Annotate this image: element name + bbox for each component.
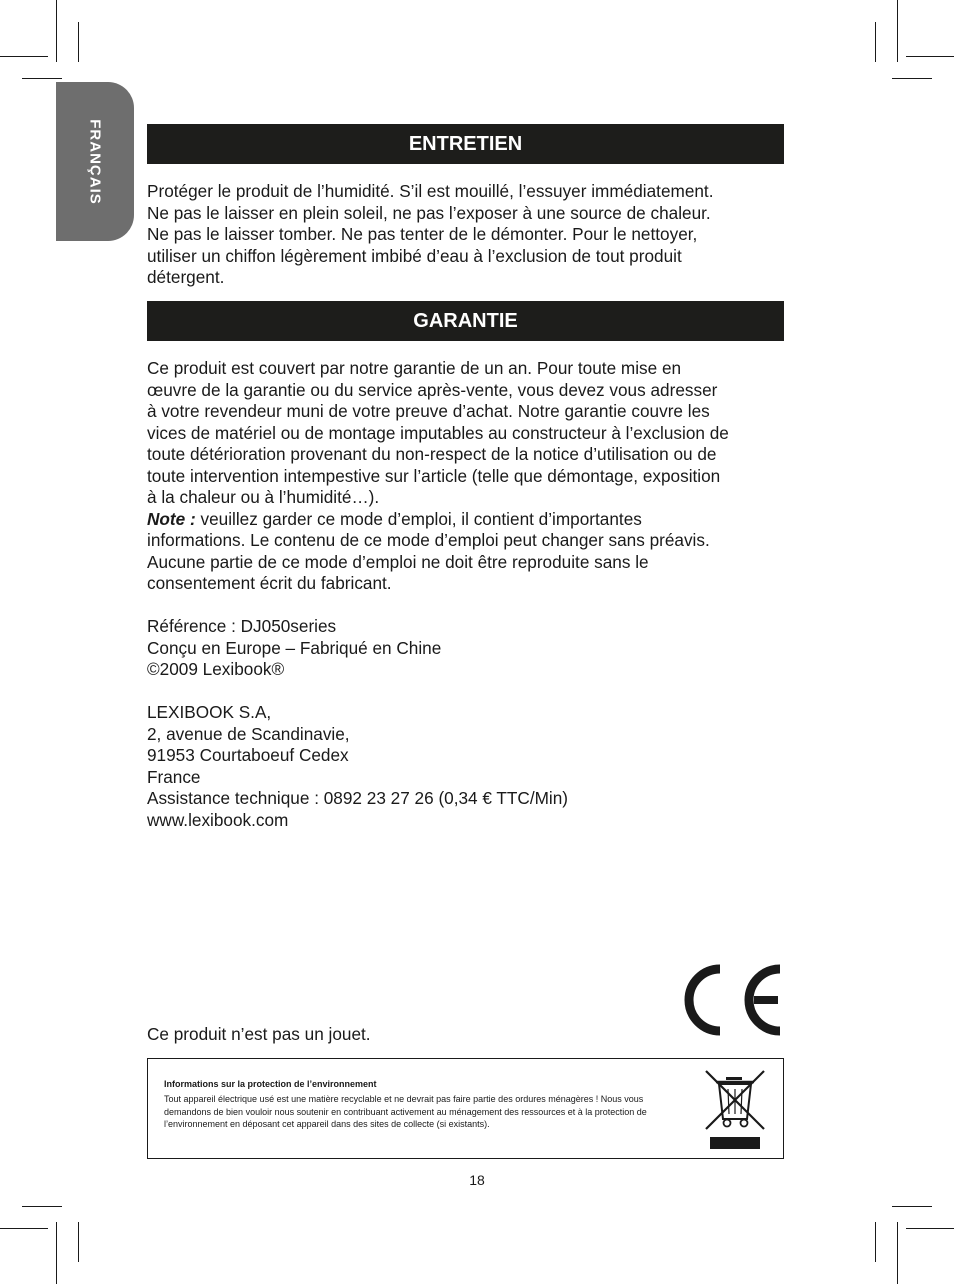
copyright: ©2009 Lexibook® [147, 659, 285, 679]
crop-mark [897, 0, 898, 62]
text-line: demandons de bien vouloir nous soutenir en contribuant activement au ménagement des ressources et à la protection de [164, 1106, 647, 1117]
ce-mark-icon [680, 962, 786, 1038]
text-line: toute intervention intempestive sur l’article (telle que démontage, exposition [147, 465, 721, 486]
support-phone: Assistance technique : 0892 23 27 26 (0,34 € TTC/Min) [147, 788, 569, 808]
language-tab [56, 82, 134, 241]
environment-title: Informations sur la protection de l’environnement [164, 1079, 377, 1089]
text-line: détergent. [147, 267, 225, 287]
text-line: à la chaleur ou à l’humidité…). [147, 487, 380, 507]
crop-mark [875, 1222, 876, 1262]
crop-mark [78, 1222, 79, 1262]
crop-mark [78, 22, 79, 62]
product-reference: Référence : DJ050series [147, 616, 337, 636]
text-line: consentement écrit du fabricant. [147, 573, 392, 593]
text-line: toute détérioration provenant du non-respect de la notice d’utilisation ou de [147, 444, 717, 464]
garantie-text [147, 358, 787, 831]
page-number: 18 [469, 1172, 485, 1188]
company-name: LEXIBOOK S.A, [147, 702, 272, 722]
crop-mark [897, 1222, 898, 1284]
product-origin: Conçu en Europe – Fabriqué en Chine [147, 637, 442, 658]
text-line: Ne pas le laisser en plein soleil, ne pas l’exposer à une source de chaleur. [147, 202, 711, 223]
crop-mark [875, 22, 876, 62]
company-country: France [147, 766, 201, 787]
text-line: Protéger le produit de l’humidité. S’il est mouillé, l’essuyer immédiatement. [147, 181, 714, 201]
text-line: informations. Le contenu de ce mode d’emploi peut changer sans préavis. [147, 530, 710, 550]
crop-mark [0, 56, 48, 57]
text-line: à votre revendeur muni de votre preuve d’achat. Notre garantie couvre les [147, 401, 710, 421]
entretien-text [147, 181, 787, 289]
text-line: utiliser un chiffon légèrement imbibé d’eau à l’exclusion de tout produit [147, 245, 682, 266]
company-address-line: 91953 Courtaboeuf Cedex [147, 745, 349, 765]
environment-info-box [147, 1058, 784, 1159]
crop-mark [906, 56, 954, 57]
text-line: l’environnement en déposant cet appareil dans des sites de collecte (si existants). [164, 1119, 490, 1129]
crop-mark [892, 78, 932, 79]
crop-mark [892, 1206, 932, 1207]
text-line: œuvre de la garantie ou du service après-vente, vous devez vous adresser [147, 379, 718, 400]
crop-mark [22, 78, 62, 79]
text-line: Aucune partie de ce mode d’emploi ne doit être reproduite sans le [147, 551, 649, 572]
crop-mark [56, 0, 57, 62]
company-address-line: 2, avenue de Scandinavie, [147, 723, 350, 744]
crossed-out-wheelie-bin-icon [704, 1067, 766, 1151]
crop-mark [0, 1228, 48, 1229]
text-line: Ce produit est couvert par notre garantie de un an. Pour toute mise en [147, 358, 682, 378]
text-line: Tout appareil électrique usé est une matière recyclable et ne devrait pas faire partie des ordures ménagères ! Nous vous [164, 1094, 644, 1104]
text-line: vices de matériel ou de montage imputables au constructeur à l’exclusion de [147, 422, 729, 443]
crop-mark [56, 1222, 57, 1284]
crop-mark [906, 1228, 954, 1229]
note-label: Note : [147, 508, 196, 529]
website-link[interactable]: www.lexibook.com [147, 809, 289, 830]
note-text: veuillez garder ce mode d’emploi, il contient d’importantes [195, 508, 642, 529]
environment-text [164, 1093, 684, 1131]
section-header-entretien: ENTRETIEN [147, 124, 784, 164]
not-a-toy-notice: Ce produit n’est pas un jouet. [147, 1024, 371, 1044]
crop-mark [22, 1206, 62, 1207]
note-line [147, 509, 787, 531]
language-tab-label: FRANÇAIS [86, 118, 104, 205]
section-header-garantie: GARANTIE [147, 301, 784, 341]
text-line: Ne pas le laisser tomber. Ne pas tenter de le démonter. Pour le nettoyer, [147, 224, 698, 244]
